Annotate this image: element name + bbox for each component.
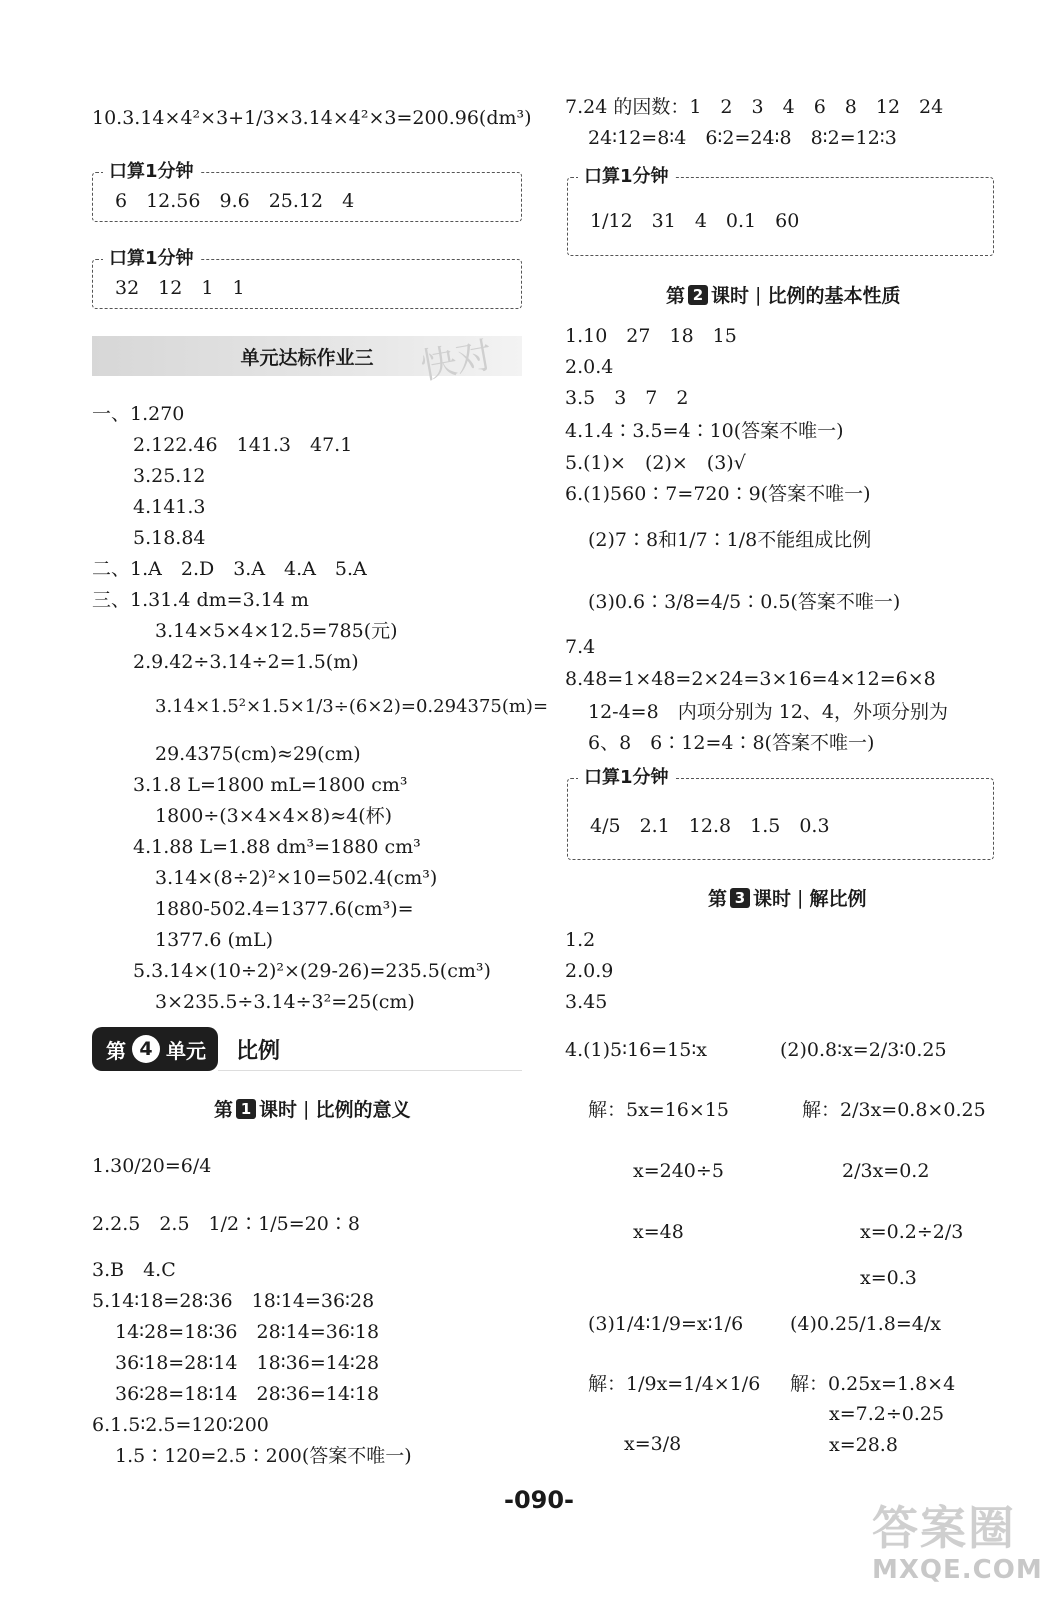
answer-line: 3.1.8 L=1800 mL=1800 cm³ <box>133 774 408 796</box>
watermark-url: MXQE.COM <box>872 1555 1043 1585</box>
lesson-suffix: 课时 <box>753 888 792 910</box>
unit-title: 比例 <box>236 1039 281 1064</box>
oral-calc-answers: 32 12 1 1 <box>115 277 245 299</box>
oral-calc-title: 口算1分钟 <box>103 245 200 273</box>
lesson-header <box>666 281 900 308</box>
answer-line: 36∶28=18∶14 28∶36=14∶18 <box>115 1383 380 1405</box>
lesson-suffix: 课时 <box>259 1099 298 1121</box>
answer-line: 一、1.270 <box>92 403 185 425</box>
answer-line: 1800÷(3×4×4×8)≈4(杯) <box>155 805 393 827</box>
faint-watermark: 快对 <box>417 335 496 388</box>
answer-line: 7.4 <box>565 636 596 658</box>
lesson-title: 比例的基本性质 <box>767 285 901 307</box>
lesson-number-badge: 3 <box>730 888 750 908</box>
answer-line: x=48 <box>633 1221 684 1243</box>
oral-calc-answers: 1/12 31 4 0.1 60 <box>590 210 800 232</box>
unit-test-title: 单元达标作业三 <box>240 346 374 369</box>
answer-line: 3.14×5×4×12.5=785(元) <box>155 620 398 642</box>
answer-line: (2)7∶8和1/7∶1/8不能组成比例 <box>588 529 872 551</box>
answer-line: (3)0.6∶3/8=4/5∶0.5(答案不唯一) <box>588 591 901 613</box>
lesson-prefix: 第 <box>214 1099 234 1121</box>
answer-line: 6.1.5∶2.5=120∶200 <box>92 1414 269 1436</box>
answer-line: 解：0.25x=1.8×4 <box>790 1373 956 1395</box>
answer-line: 3.25.12 <box>133 465 206 487</box>
answer-line: 3.14×(8÷2)²×10=502.4(cm³) <box>155 867 438 889</box>
answer-line: 3×235.5÷3.14÷3²=25(cm) <box>155 991 415 1013</box>
lesson-header <box>214 1095 410 1122</box>
answer-line: 解：2/3x=0.8×0.25 <box>802 1099 986 1121</box>
answer-line: 3.5 3 7 2 <box>565 387 689 409</box>
watermark-logo: 答案圈 <box>872 1501 1016 1555</box>
answer-line: 4.(1)5∶16=15∶x <box>565 1039 708 1061</box>
answer-line: 2.0.4 <box>565 356 614 378</box>
lesson-prefix: 第 <box>666 285 686 307</box>
oral-calc-title: 口算1分钟 <box>578 163 675 191</box>
oral-calc-box <box>567 166 994 256</box>
unit-number-badge: 4 <box>132 1035 160 1063</box>
answer-line: 1.2 <box>565 929 596 951</box>
answer-line: 14∶28=18∶36 28∶14=36∶18 <box>115 1321 380 1343</box>
answer-line: 6.(1)560∶7=720∶9(答案不唯一) <box>565 483 871 505</box>
lesson-suffix: 课时 <box>711 285 750 307</box>
answer-line: x=28.8 <box>829 1434 898 1456</box>
answer-line: 2.9.42÷3.14÷2=1.5(m) <box>133 651 359 673</box>
answer-line: x=0.2÷2/3 <box>860 1221 964 1243</box>
oral-calc-title: 口算1分钟 <box>578 764 675 792</box>
answer-line: 4.141.3 <box>133 496 206 518</box>
answer-line: 3.B 4.C <box>92 1259 176 1281</box>
oral-calc-box <box>92 161 522 222</box>
answer-line: 6、8 6∶12=4∶8(答案不唯一) <box>588 732 875 754</box>
answer-line: 24∶12=8∶4 6∶2=24∶8 8∶2=12∶3 <box>588 127 897 149</box>
answer-line: x=7.2÷0.25 <box>829 1403 945 1425</box>
answer-line: 5.(1)× (2)× (3)√ <box>565 452 746 474</box>
answer-line: 解：1/9x=1/4×1/6 <box>588 1373 761 1395</box>
answer-line: 29.4375(cm)≈29(cm) <box>155 743 361 765</box>
answer-line: 2/3x=0.2 <box>842 1160 930 1182</box>
lesson-prefix: 第 <box>708 888 728 910</box>
oral-calc-answers: 4/5 2.1 12.8 1.5 0.3 <box>590 815 830 837</box>
lesson-separator: | <box>755 283 762 306</box>
divider <box>218 1070 522 1071</box>
oral-calc-answers: 6 12.56 9.6 25.12 4 <box>115 190 355 212</box>
answer-line: 1.30/20=6/4 <box>92 1155 212 1177</box>
answer-line: 1.10 27 18 15 <box>565 325 737 347</box>
answer-line: 1880-502.4=1377.6(cm³)= <box>155 898 414 920</box>
answer-line: 12-4=8 内项分别为 12、4，外项分别为 <box>588 701 948 723</box>
answer-line: 7.24 的因数：1 2 3 4 6 8 12 24 <box>565 96 944 118</box>
oral-calc-box <box>567 767 994 860</box>
answer-line: 2.0.9 <box>565 960 614 982</box>
lesson-header <box>708 884 866 911</box>
unit-prefix: 第 <box>106 1038 126 1063</box>
unit-suffix: 单元 <box>166 1038 206 1063</box>
answer-line: 1.5∶120=2.5∶200(答案不唯一) <box>115 1445 412 1467</box>
answer-line: 5.3.14×(10÷2)²×(29-26)=235.5(cm³) <box>133 960 491 982</box>
answer-line: 3.45 <box>565 991 608 1013</box>
answer-line: 8.48=1×48=2×24=3×16=4×12=6×8 <box>565 668 936 690</box>
oral-calc-box <box>92 248 522 309</box>
answer-line: 5.18.84 <box>133 527 206 549</box>
answer-line: (4)0.25/1.8=4/x <box>790 1313 941 1335</box>
answer-line: x=0.3 <box>860 1267 917 1289</box>
answer-line: 解：5x=16×15 <box>588 1099 729 1121</box>
lesson-title: 比例的意义 <box>315 1099 411 1121</box>
lesson-separator: | <box>797 886 804 909</box>
answer-line: 4.1.88 L=1.88 dm³=1880 cm³ <box>133 836 421 858</box>
lesson-number-badge: 2 <box>688 285 708 305</box>
lesson-separator: | <box>303 1097 310 1120</box>
answer-line: 2.2.5 2.5 1/2∶1/5=20∶8 <box>92 1213 360 1235</box>
answer-line: (2)0.8∶x=2/3∶0.25 <box>780 1039 947 1061</box>
unit-banner <box>92 1027 218 1071</box>
answer-line: x=240÷5 <box>633 1160 724 1182</box>
answer-line: (3)1/4∶1/9=x∶1/6 <box>588 1313 744 1335</box>
answer-line: 1377.6 (mL) <box>155 929 273 951</box>
answer-line: 36∶18=28∶14 18∶36=14∶28 <box>115 1352 380 1374</box>
answer-line: 2.122.46 141.3 47.1 <box>133 434 353 456</box>
answer-line: 4.1.4∶3.5=4∶10(答案不唯一) <box>565 420 844 442</box>
lesson-title: 解比例 <box>809 888 867 910</box>
answer-line: 三、1.31.4 dm=3.14 m <box>92 589 309 611</box>
oral-calc-title: 口算1分钟 <box>103 158 200 186</box>
answer-line: 3.14×1.5²×1.5×1/3÷(6×2)=0.294375(m)= <box>155 696 549 717</box>
answer-line: x=3/8 <box>624 1433 682 1455</box>
answer-line: 5.14∶18=28∶36 18∶14=36∶28 <box>92 1290 375 1312</box>
answer-line: 二、1.A 2.D 3.A 4.A 5.A <box>92 558 367 580</box>
page-number: -090- <box>504 1486 575 1514</box>
answer-line: 10.3.14×4²×3+1/3×3.14×4²×3=200.96(dm³) <box>92 107 532 129</box>
lesson-number-badge: 1 <box>236 1099 256 1119</box>
